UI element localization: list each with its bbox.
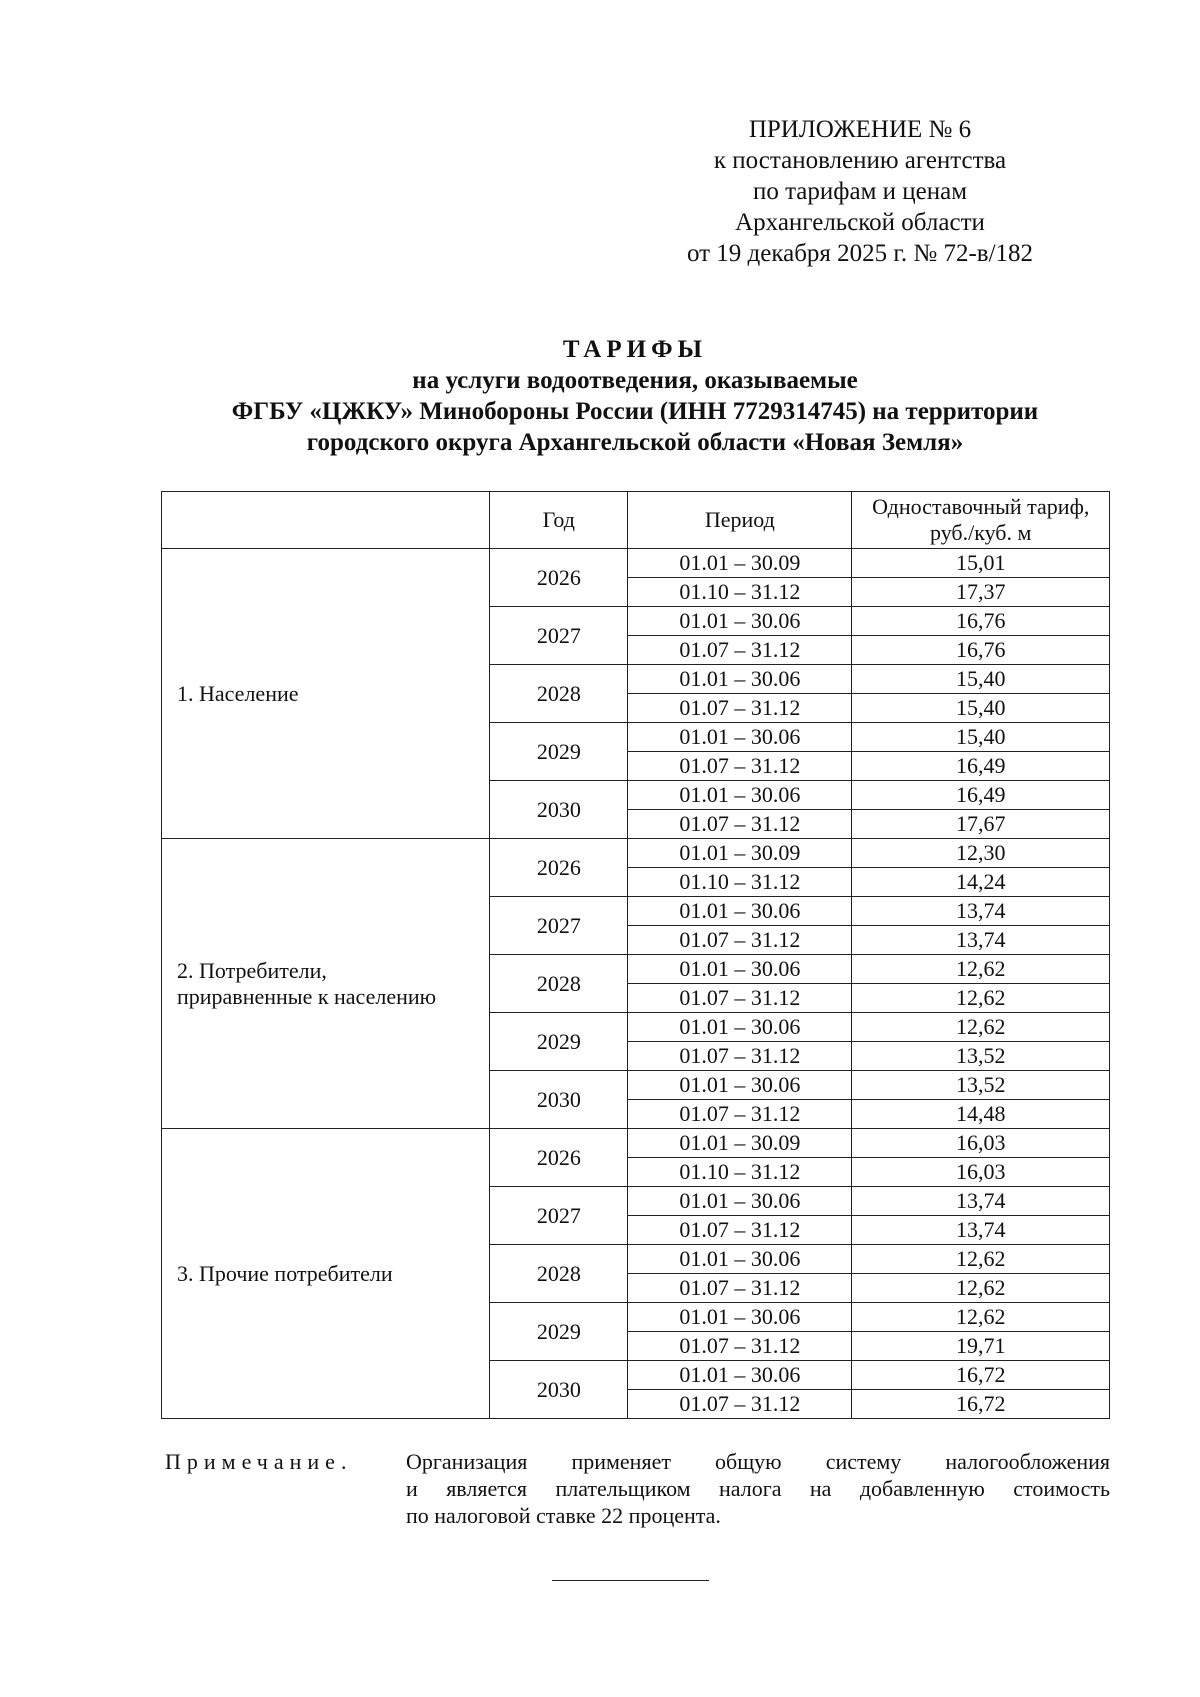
year-cell: 2029 bbox=[490, 1013, 628, 1071]
period-cell: 01.07 – 31.12 bbox=[628, 1100, 852, 1129]
header-category bbox=[162, 492, 490, 549]
period-cell: 01.07 – 31.12 bbox=[628, 1390, 852, 1419]
tariff-cell: 12,62 bbox=[852, 955, 1110, 984]
period-cell: 01.07 – 31.12 bbox=[628, 1042, 852, 1071]
tariff-cell: 17,67 bbox=[852, 810, 1110, 839]
title-line: ФГБУ «ЦЖКУ» Минобороны России (ИНН 7729314745) на территории bbox=[231, 398, 1039, 425]
tariff-cell: 16,76 bbox=[852, 607, 1110, 636]
period-cell: 01.10 – 31.12 bbox=[628, 578, 852, 607]
period-cell: 01.01 – 30.06 bbox=[628, 723, 852, 752]
table-row bbox=[162, 1129, 1110, 1158]
period-cell: 01.10 – 31.12 bbox=[628, 1158, 852, 1187]
category-label: 2. Потребители, bbox=[177, 957, 327, 983]
period-cell: 01.07 – 31.12 bbox=[628, 1332, 852, 1361]
tariff-cell: 13,52 bbox=[852, 1042, 1110, 1071]
period-cell: 01.07 – 31.12 bbox=[628, 694, 852, 723]
tariffs-table bbox=[161, 491, 1110, 1419]
table-body bbox=[162, 549, 1110, 1419]
appendix-line: от 19 декабря 2025 г. № 72-в/182 bbox=[686, 240, 1034, 267]
period-cell: 01.07 – 31.12 bbox=[628, 1274, 852, 1303]
tariff-cell: 16,49 bbox=[852, 781, 1110, 810]
period-cell: 01.01 – 30.06 bbox=[628, 1245, 852, 1274]
period-cell: 01.01 – 30.06 bbox=[628, 1071, 852, 1100]
tariff-cell: 19,71 bbox=[852, 1332, 1110, 1361]
tariff-cell: 15,40 bbox=[852, 694, 1110, 723]
year-cell: 2027 bbox=[490, 1187, 628, 1245]
period-cell: 01.01 – 30.06 bbox=[628, 955, 852, 984]
year-cell: 2026 bbox=[490, 549, 628, 607]
tariff-cell: 13,74 bbox=[852, 1216, 1110, 1245]
period-cell: 01.07 – 31.12 bbox=[628, 810, 852, 839]
title-main: ТАРИФЫ bbox=[562, 336, 708, 363]
category-cell bbox=[162, 839, 490, 1129]
period-cell: 01.07 – 31.12 bbox=[628, 1216, 852, 1245]
tariff-cell: 13,74 bbox=[852, 897, 1110, 926]
tariff-cell: 12,62 bbox=[852, 984, 1110, 1013]
table-row bbox=[162, 839, 1110, 868]
tariff-cell: 12,62 bbox=[852, 1013, 1110, 1042]
header-tariff-unit: руб./куб. м bbox=[929, 520, 1032, 545]
year-cell: 2028 bbox=[490, 955, 628, 1013]
tariff-cell: 12,62 bbox=[852, 1245, 1110, 1274]
period-cell: 01.01 – 30.09 bbox=[628, 839, 852, 868]
tariff-cell: 12,30 bbox=[852, 839, 1110, 868]
year-cell: 2027 bbox=[490, 897, 628, 955]
tariff-cell: 15,01 bbox=[852, 549, 1110, 578]
period-cell: 01.01 – 30.06 bbox=[628, 1361, 852, 1390]
tariff-cell: 16,72 bbox=[852, 1361, 1110, 1390]
table-row bbox=[162, 549, 1110, 578]
tariff-cell: 13,74 bbox=[852, 926, 1110, 955]
year-cell: 2026 bbox=[490, 1129, 628, 1187]
year-cell: 2030 bbox=[490, 781, 628, 839]
header-tariff-line: Одноставочный тариф, bbox=[872, 494, 1090, 519]
note-line: по налоговой ставке 22 процента. bbox=[406, 1503, 721, 1528]
note-line: и является плательщиком налога на добавленную стоимость bbox=[406, 1476, 1110, 1501]
period-cell: 01.01 – 30.06 bbox=[628, 1187, 852, 1216]
tariff-cell: 12,62 bbox=[852, 1303, 1110, 1332]
tariff-cell: 14,24 bbox=[852, 868, 1110, 897]
tariff-cell: 16,03 bbox=[852, 1129, 1110, 1158]
tariff-cell: 14,48 bbox=[852, 1100, 1110, 1129]
year-cell: 2026 bbox=[490, 839, 628, 897]
title-line: на услуги водоотведения, оказываемые bbox=[412, 367, 858, 394]
period-cell: 01.01 – 30.06 bbox=[628, 897, 852, 926]
period-cell: 01.10 – 31.12 bbox=[628, 868, 852, 897]
category-label: 1. Население bbox=[177, 680, 299, 706]
note-line: Организация применяет общую систему налогообложения bbox=[406, 1449, 1110, 1474]
tariff-cell: 12,62 bbox=[852, 1274, 1110, 1303]
table-header-row bbox=[162, 492, 1110, 549]
appendix-line: ПРИЛОЖЕНИЕ № 6 bbox=[748, 116, 972, 143]
end-divider bbox=[552, 1580, 709, 1581]
header-year: Год bbox=[490, 492, 628, 549]
note-label: Примечание. bbox=[165, 1449, 353, 1474]
header-tariff bbox=[852, 492, 1110, 549]
appendix-header bbox=[640, 114, 1080, 269]
appendix-line: по тарифам и ценам bbox=[752, 178, 968, 205]
category-label: 3. Прочие потребители bbox=[177, 1260, 393, 1286]
period-cell: 01.01 – 30.06 bbox=[628, 781, 852, 810]
tariff-cell: 15,40 bbox=[852, 723, 1110, 752]
year-cell: 2029 bbox=[490, 723, 628, 781]
tariff-cell: 16,03 bbox=[852, 1158, 1110, 1187]
tariff-cell: 17,37 bbox=[852, 578, 1110, 607]
period-cell: 01.01 – 30.09 bbox=[628, 1129, 852, 1158]
year-cell: 2028 bbox=[490, 665, 628, 723]
period-cell: 01.07 – 31.12 bbox=[628, 636, 852, 665]
category-cell bbox=[162, 549, 490, 839]
year-cell: 2027 bbox=[490, 607, 628, 665]
category-label: приравненные к населению bbox=[177, 983, 437, 1009]
category-cell bbox=[162, 1129, 490, 1419]
tariff-cell: 16,49 bbox=[852, 752, 1110, 781]
year-cell: 2030 bbox=[490, 1361, 628, 1419]
period-cell: 01.01 – 30.06 bbox=[628, 607, 852, 636]
header-period: Период bbox=[628, 492, 852, 549]
tariff-cell: 13,74 bbox=[852, 1187, 1110, 1216]
tariff-cell: 15,40 bbox=[852, 665, 1110, 694]
year-cell: 2028 bbox=[490, 1245, 628, 1303]
appendix-line: к постановлению агентства bbox=[713, 147, 1007, 174]
period-cell: 01.01 – 30.06 bbox=[628, 1013, 852, 1042]
period-cell: 01.07 – 31.12 bbox=[628, 752, 852, 781]
period-cell: 01.01 – 30.09 bbox=[628, 549, 852, 578]
period-cell: 01.01 – 30.06 bbox=[628, 665, 852, 694]
appendix-line: Архангельской области bbox=[735, 209, 985, 236]
year-cell: 2029 bbox=[490, 1303, 628, 1361]
period-cell: 01.07 – 31.12 bbox=[628, 984, 852, 1013]
year-cell: 2030 bbox=[490, 1071, 628, 1129]
tariff-cell: 16,76 bbox=[852, 636, 1110, 665]
period-cell: 01.01 – 30.06 bbox=[628, 1303, 852, 1332]
tariff-cell: 16,72 bbox=[852, 1390, 1110, 1419]
period-cell: 01.07 – 31.12 bbox=[628, 926, 852, 955]
title-line: городского округа Архангельской области «Новая Земля» bbox=[306, 429, 964, 456]
tariff-cell: 13,52 bbox=[852, 1071, 1110, 1100]
document-title bbox=[150, 334, 1120, 458]
note-text bbox=[406, 1448, 1110, 1529]
